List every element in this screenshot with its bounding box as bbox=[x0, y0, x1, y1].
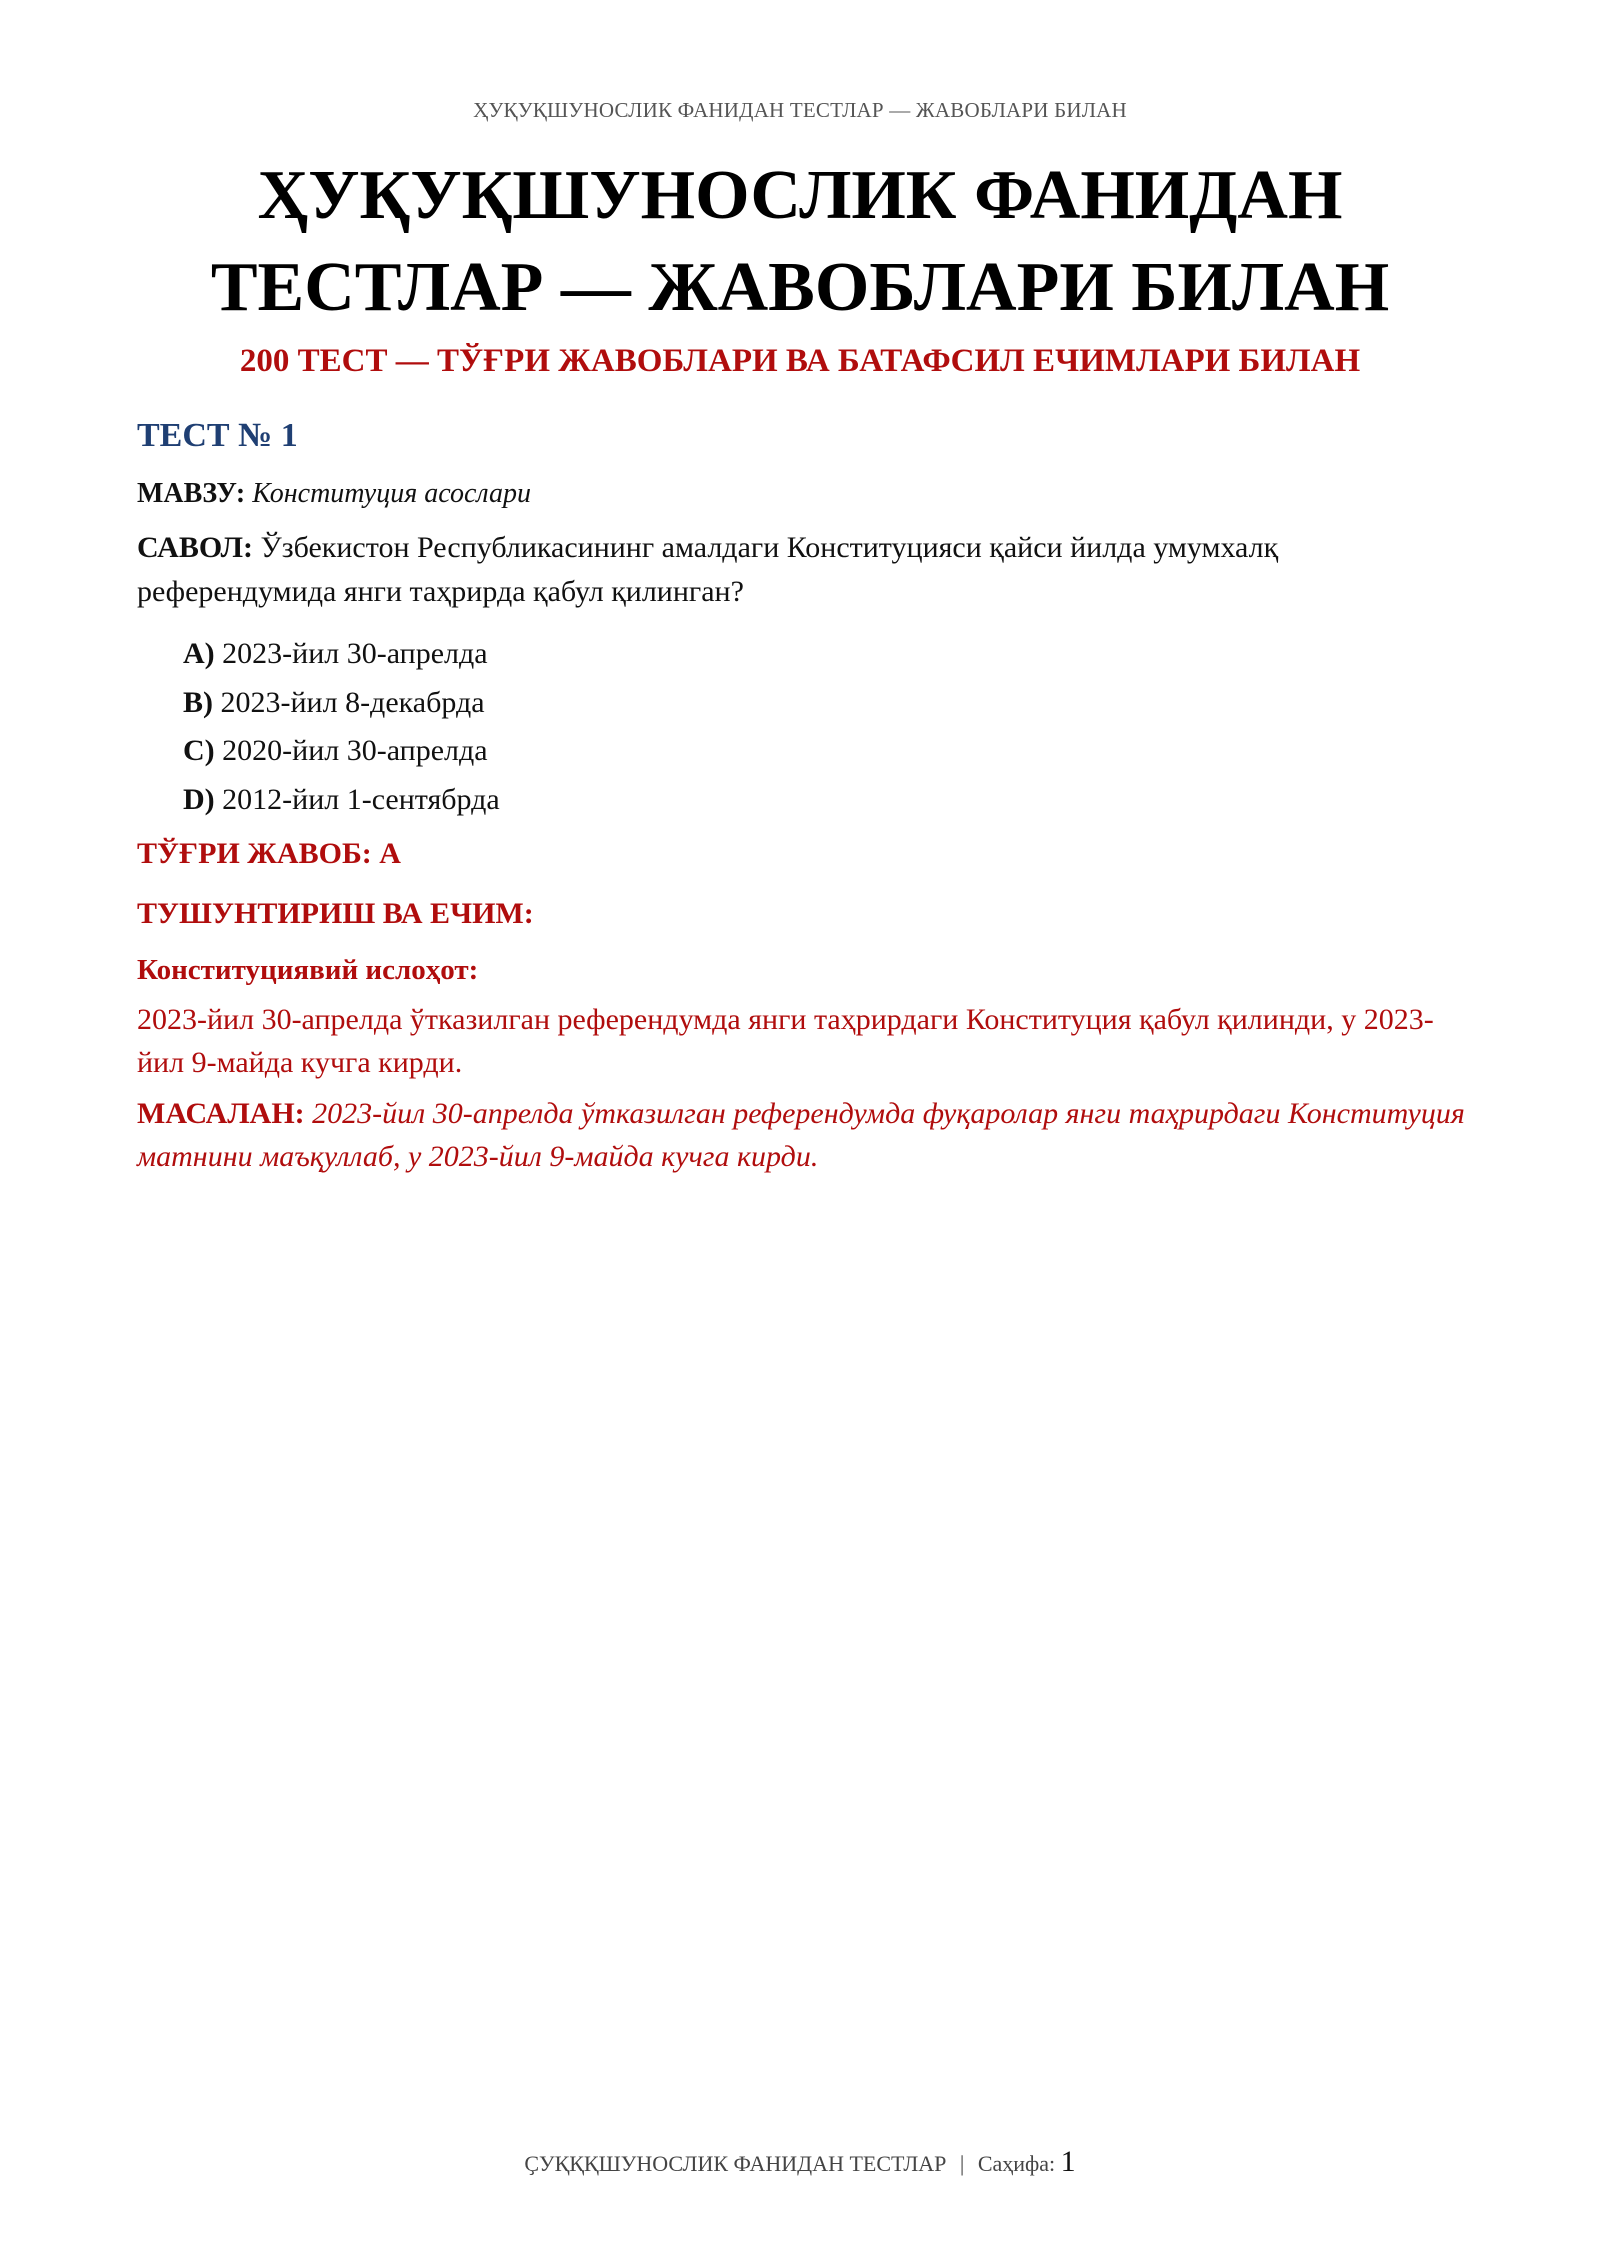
test-heading: ТЕСТ № 1 bbox=[137, 417, 298, 454]
answer-options bbox=[137, 630, 1467, 824]
topic-line bbox=[137, 474, 1467, 514]
document-title-line-2: ТЕСТЛАР — ЖАВОБЛАРИ БИЛАН bbox=[210, 249, 1390, 326]
footer-title: ҪУҚҚҚШУНОСЛИК ФАНИДАН ТЕСТЛАР bbox=[524, 2151, 947, 2176]
explanation-subheading: Конституциявий ислоҳот: bbox=[137, 954, 479, 986]
question bbox=[137, 526, 1467, 614]
option-text: 2012-йил 1-сентябрда bbox=[222, 782, 500, 816]
example-label: МАСАЛАН: bbox=[137, 1097, 305, 1130]
option-d bbox=[183, 776, 1467, 825]
explanation-text: 2023-йил 30-апрелда ўтказилган референдумда янги таҳрирдаги Конституция қабул қилинди, у 2023-йил 9-майда кучга кирди. bbox=[137, 1003, 1434, 1079]
topic-value: Конституция асослари bbox=[252, 478, 531, 509]
page-footer bbox=[0, 2145, 1600, 2179]
running-header: ҲУҚУҚШУНОСЛИК ФАНИДАН ТЕСТЛАР — ЖАВОБЛАРИ БИЛАН bbox=[473, 98, 1127, 122]
option-text: 2023-йил 8-декабрда bbox=[220, 685, 485, 719]
option-letter: A) bbox=[183, 637, 215, 670]
page-label: Саҳифа: bbox=[977, 2151, 1056, 2176]
option-a bbox=[183, 630, 1467, 679]
option-b bbox=[183, 679, 1467, 728]
document-title-line-1: ҲУҚУҚШУНОСЛИК ФАНИДАН bbox=[257, 157, 1343, 234]
option-c bbox=[183, 727, 1467, 776]
option-text: 2023-йил 30-апрелда bbox=[222, 637, 488, 670]
test-block bbox=[137, 412, 1467, 1178]
page-number: 1 bbox=[1060, 2145, 1076, 2178]
option-letter: B) bbox=[183, 685, 213, 719]
example-text: 2023-йил 30-апрелда ўтказилган референдумда фуқаролар янги таҳрирдаги Конституция матнини маъқуллаб, у 2023-йил 9-майда кучга кирди. bbox=[137, 1097, 1465, 1173]
correct-answer: ТЎҒРИ ЖАВОБ: A bbox=[137, 837, 401, 870]
footer-separator: | bbox=[959, 2151, 965, 2176]
document-subtitle: 200 ТЕСТ — ТЎҒРИ ЖАВОБЛАРИ ВА БАТАФСИЛ ЕЧИМЛАРИ БИЛАН bbox=[239, 343, 1361, 379]
question-label: САВОЛ: bbox=[137, 531, 254, 564]
document-title bbox=[100, 150, 1500, 334]
topic-label: МАВЗУ: bbox=[137, 478, 246, 509]
option-text: 2020-йил 30-апрелда bbox=[222, 734, 488, 767]
example bbox=[137, 1092, 1467, 1178]
option-letter: C) bbox=[183, 734, 215, 767]
question-text: Ўзбекистон Республикасининг амалдаги Конституцияси қайси йилда умумхалқ референдумида янги таҳрирда қабул қилинган? bbox=[137, 531, 1279, 608]
explanation-heading: ТУШУНТИРИШ ВА ЕЧИМ: bbox=[137, 897, 534, 930]
option-letter: D) bbox=[183, 782, 215, 816]
